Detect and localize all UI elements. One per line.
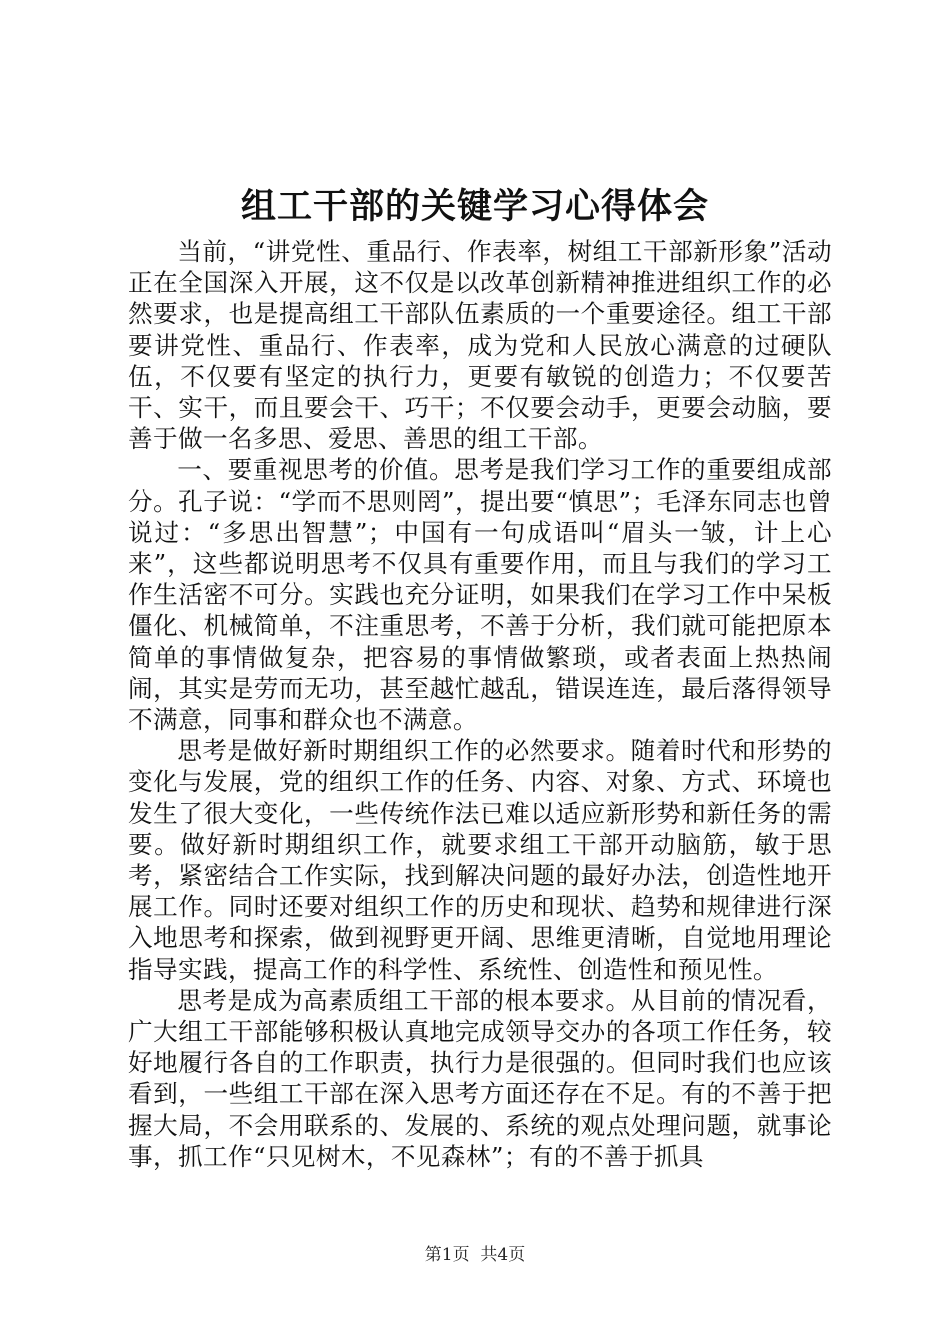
paragraph-new-era-requirement: 思考是做好新时期组织工作的必然要求。随着时代和形势的变化与发展，党的组织工作的任务、内容、对象、方式、环境也发生了很大变化，一些传统作法已难以适应新形势和新任务的需要。做好新时期组织工作，就要求组工干部开动脑筋，敏于思考，紧密结合工作实际，找到解决问题的最好办法，创造性地开展工作。同时还要对组织工作的历史和现状、趋势和规律进行深入地思考和探索，做到视野更开阔、思维更清晰，自觉地用理论指导实践，提高工作的科学性、系统性、创造性和预见性。 xyxy=(128,736,832,984)
paragraph-value-of-thinking: 一、要重视思考的价值。思考是我们学习工作的重要组成部分。孔子说：“学而不思则罔”，提出要“慎思”；毛泽东同志也曾说过：“多思出智慧”；中国有一句成语叫“眉头一皱，计上心来”，这些都说明思考不仅具有重要作用，而且与我们的学习工作生活密不可分。实践也充分证明，如果我们在学习工作中呆板僵化、机械简单，不注重思考，不善于分析，我们就可能把原本简单的事情做复杂，把容易的事情做繁琐，或者表面上热热闹闹，其实是劳而无功，甚至越忙越乱，错误连连，最后落得领导不满意，同事和群众也不满意。 xyxy=(128,455,832,735)
document-title: 组工干部的关键学习心得体会 xyxy=(240,186,709,227)
paragraph-intro: 当前，“讲党性、重品行、作表率，树组工干部新形象”活动正在全国深入开展，这不仅是以改革创新精神推进组织工作的必然要求，也是提高组工干部队伍素质的一个重要途径。组工干部要讲党性、重品行、作表率，成为党和人民放心满意的过硬队伍，不仅要有坚定的执行力，更要有敏锐的创造力；不仅要苦干、实干，而且要会干、巧干；不仅要会动手，更要会动脑，要善于做一名多思、爱思、善思的组工干部。 xyxy=(128,237,832,454)
page-total: 共4页 xyxy=(480,1245,526,1265)
footer-separator xyxy=(470,1245,481,1265)
page-footer xyxy=(0,1243,950,1267)
page-number: 第1页 xyxy=(424,1245,470,1265)
paragraph-high-quality-cadre: 思考是成为高素质组工干部的根本要求。从目前的情况看，广大组工干部能够积极认真地完成领导交办的各项工作任务，较好地履行各自的工作职责，执行力是很强的。但同时我们也应该看到，一些组工干部在深入思考方面还存在不足。有的不善于把握大局，不会用联系的、发展的、系统的观点处理问题，就事论事，抓工作“只见树木，不见森林”；有的不善于抓具 xyxy=(128,985,832,1171)
document-body xyxy=(128,236,832,1172)
